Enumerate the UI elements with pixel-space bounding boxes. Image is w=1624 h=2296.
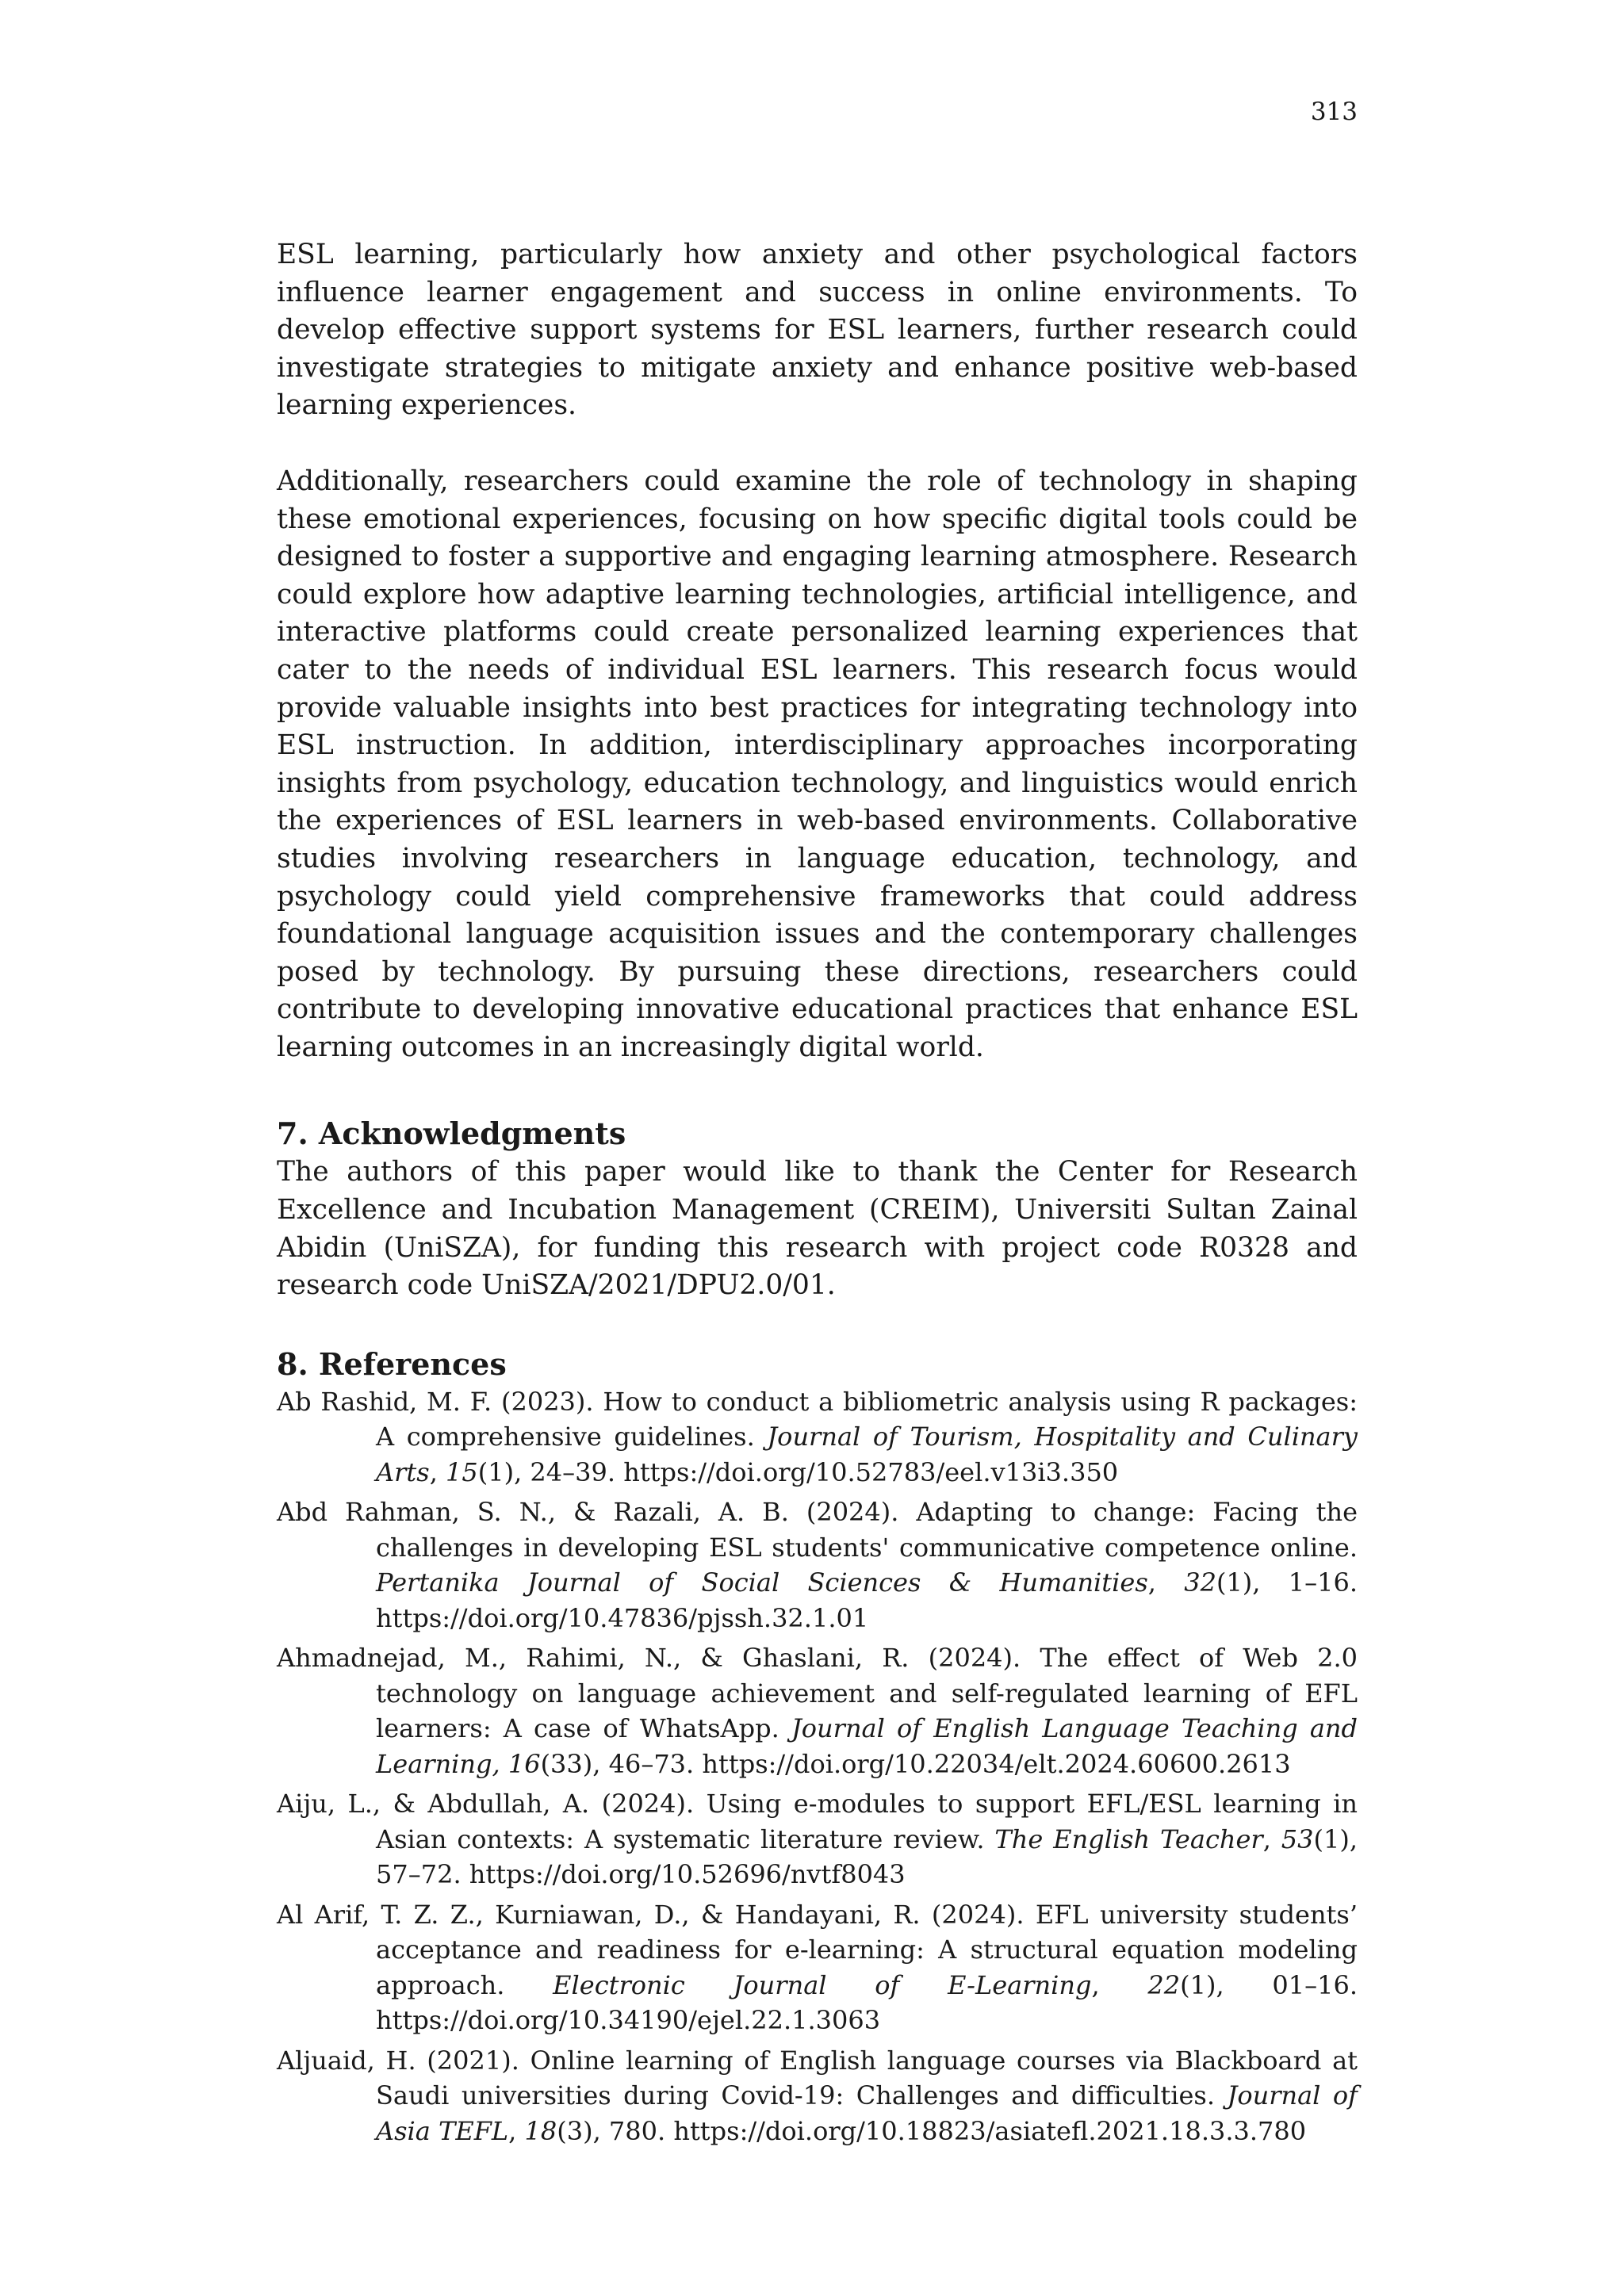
reference-volume: 32 xyxy=(1184,1567,1216,1598)
reference-tail: (1), 57–72. https://doi.org/10.52696/nvtf8043 xyxy=(376,1823,1358,1890)
body-paragraph-2: Additionally, researchers could examine the role of technology in shaping these emotional experiences, focusing on how specific digital tools could be designed to foster a supportive and engaging learning atmosphere. Research could explore how adaptive learning technologies, artificial intelligence, and interactive platforms could create personalized learning experiences that cater to the needs of individual ESL learners. This research focus would provide valuable insights into best practices for integrating technology into ESL instruction. In addition, interdisciplinary approaches incorporating insights from psychology, education technology, and linguistics would enrich the experiences of ESL learners in web-based environments. Collaborative studies involving researchers in language education, technology, and psychology could yield comprehensive frameworks that could address foundational language acquisition issues and the contemporary challenges posed by technology. By pursuing these directions, researchers could contribute to developing innovative educational practices that enhance ESL learning outcomes in an increasingly digital world. xyxy=(277,465,1358,1063)
reference-journal: Journal of Asia TEFL xyxy=(376,2080,1358,2146)
reference-item xyxy=(277,1640,1358,1781)
reference-separator: , xyxy=(1091,1969,1148,2000)
reference-journal: Pertanika Journal of Social Sciences & Humanities xyxy=(376,1567,1148,1598)
reference-volume: 53 xyxy=(1281,1823,1314,1854)
reference-volume: 16 xyxy=(508,1748,541,1779)
acknowledgments-heading: 7. Acknowledgments xyxy=(277,1115,626,1152)
reference-list xyxy=(277,1384,1358,2149)
acknowledgments-text: The authors of this paper would like to thank the Center for Research Excellence and Incubation Management (CREIM), Universiti Sultan Zainal Abidin (UniSZA), for funding this research with project code R0328 and research code UniSZA/2021/DPU2.0/01. xyxy=(277,1156,1358,1302)
reference-journal: Electronic Journal of E-Learning xyxy=(553,1969,1092,2000)
reference-item xyxy=(277,2043,1358,2149)
reference-separator: , xyxy=(508,2115,525,2146)
reference-separator xyxy=(500,1749,508,1779)
page-content xyxy=(277,236,1358,2153)
reference-item xyxy=(277,1897,1358,2038)
reference-volume: 18 xyxy=(524,2115,557,2146)
page-number: 313 xyxy=(1310,98,1358,126)
reference-volume: 15 xyxy=(446,1456,478,1487)
reference-volume: 22 xyxy=(1147,1969,1181,2000)
reference-journal: Journal of English Language Teaching and Learning, xyxy=(376,1713,1358,1779)
reference-lead: Ab Rashid, M. F. (2023). How to conduct a bibliometric analysis using R packages: A comprehensive guidelines. xyxy=(277,1386,1358,1452)
reference-separator: , xyxy=(1147,1567,1185,1598)
reference-lead: Al Arif, T. Z. Z., Kurniawan, D., & Handayani, R. (2024). EFL university students’ acceptance and readiness for e-learning: A structural equation modeling approach. xyxy=(277,1899,1358,2000)
reference-separator: , xyxy=(1262,1823,1281,1854)
reference-lead: Abd Rahman, S. N., & Razali, A. B. (2024). Adapting to change: Facing the challenges in developing ESL students' communicative competence online. xyxy=(277,1497,1358,1563)
reference-lead: Ahmadnejad, M., Rahimi, N., & Ghaslani, R. (2024). The effect of Web 2.0 technology on language achievement and self-regulated learning of EFL learners: A case of WhatsApp. xyxy=(277,1643,1358,1744)
body-paragraph-1: ESL learning, particularly how anxiety and other psychological factors influence learner engagement and success in online environments. To develop effective support systems for ESL learners, further research could investigate strategies to mitigate anxiety and enhance positive web-based learning experiences. xyxy=(277,239,1358,422)
reference-lead: Aiju, L., & Abdullah, A. (2024). Using e-modules to support EFL/ESL learning in Asian contexts: A systematic literature review. xyxy=(277,1789,1358,1854)
reference-tail: (1), 01–16. https://doi.org/10.34190/ejel.22.1.3063 xyxy=(376,1969,1358,2036)
reference-journal: The English Teacher xyxy=(994,1823,1263,1854)
reference-item xyxy=(277,1384,1358,1490)
reference-separator: , xyxy=(429,1456,446,1487)
reference-tail: (3), 780. https://doi.org/10.18823/asiatefl.2021.18.3.3.780 xyxy=(557,2115,1307,2146)
reference-item xyxy=(277,1786,1358,1892)
reference-journal: Journal of Tourism, Hospitality and Culinary Arts xyxy=(376,1422,1358,1487)
references-heading: 8. References xyxy=(277,1345,507,1382)
reference-item xyxy=(277,1494,1358,1636)
reference-tail: (1), 1–16. https://doi.org/10.47836/pjssh.32.1.01 xyxy=(376,1567,1358,1633)
reference-tail: (33), 46–73. https://doi.org/10.22034/elt.2024.60600.2613 xyxy=(540,1748,1291,1779)
reference-lead: Aljuaid, H. (2021). Online learning of English language courses via Blackboard at Saudi universities during Covid-19: Challenges and difficulties. xyxy=(277,2045,1358,2111)
reference-tail: (1), 24–39. https://doi.org/10.52783/eel.v13i3.350 xyxy=(477,1456,1119,1487)
